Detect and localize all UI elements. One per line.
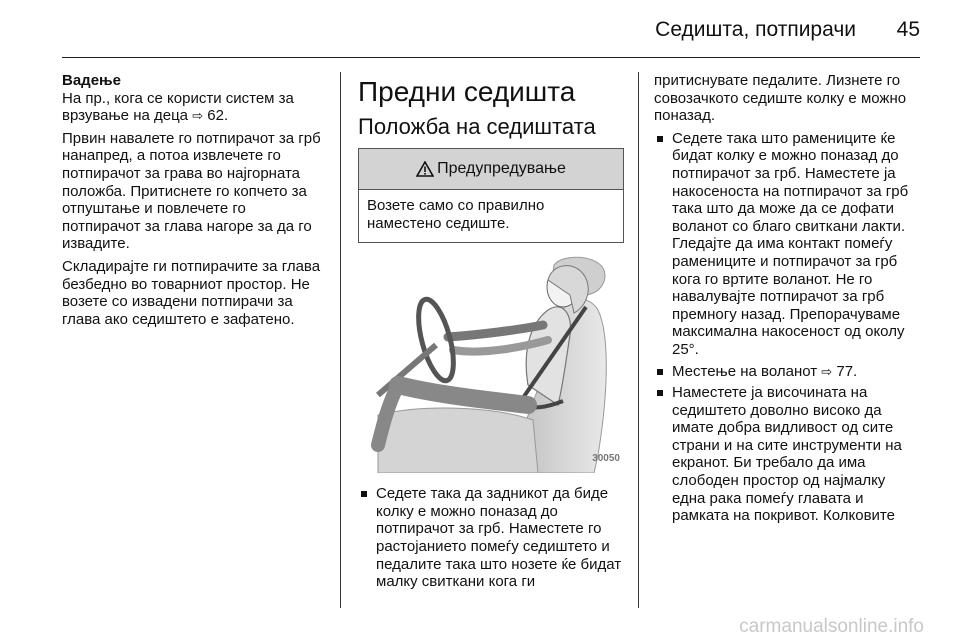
warning-title: Предупредување (437, 160, 566, 178)
removal-paragraph-1: На пр., кога се користи систем за врзување на деца ⇨ 62. (62, 89, 294, 125)
seat-bullet-3: Местење на воланот ⇨ 77. (654, 363, 920, 381)
column-divider-1 (340, 72, 341, 608)
section-heading: Предни седишта (358, 76, 576, 107)
warning-box (358, 148, 624, 243)
seat-bullet-2: Седете така што рамениците ќе бидат колку е можно поназад до потпирачот за грб. Наместете ја накосеноста на потпирачот за грб така што да може да се дофати воланот со благо свиткани лакти. Гледајте да има контакт помеѓу рамениците и потпирачот за грб кога го вртите воланот. Не го навалувајте потпирачот за грб премногу назад. Препорачуваме максимална накосеност од околу 25°. (654, 130, 920, 359)
page-reference-link[interactable]: 62. (207, 107, 229, 125)
header-divider (62, 57, 920, 58)
page-number: 45 (896, 18, 920, 41)
reference-arrow-icon: ⇨ (821, 363, 833, 379)
seat-bullet-4: Наместете ја височината на седиштето доволно високо да имате добра видливост од сите страни и на сите инструменти на екранот. Би требало да има слободен простор од најмалку една рака помеѓу главата и рамката на покривот. Колковите (654, 384, 920, 525)
warning-triangle-icon (416, 161, 434, 177)
bullet-square-icon (657, 390, 663, 396)
watermark: carmanualsonline.info (739, 616, 924, 637)
section-subheading: Положба на седиштата (358, 114, 596, 139)
seat-driver-figure (358, 255, 624, 473)
column-2 (358, 72, 624, 595)
warning-text: Возете само со правилно наместено седиште. (367, 197, 545, 232)
continued-paragraph: притиснувате педалите. Лизнете го совозачкото седиште колку е можно поназад. (654, 72, 907, 125)
bullet-square-icon (657, 136, 663, 142)
column-divider-2 (638, 72, 639, 608)
bullet-square-icon (361, 491, 367, 497)
seat-position-illustration (358, 255, 624, 473)
column-3 (654, 72, 920, 529)
seat-bullet-1: Седете така да задникот да биде колку е можно поназад до потпирачот за грб. Наместете го растојанието помеѓу седиштето и педалите така што нозете ќе бидат малку свиткани кога ги (358, 485, 624, 591)
bullet-square-icon (657, 369, 663, 375)
removal-paragraph-3: Складирајте ги потпирачите за глава безбедно во товарниот простор. Не возете со извадени потпирачи за глава ако седиштето е зафатено. (62, 257, 321, 328)
page-reference-link[interactable]: 77. (836, 362, 858, 380)
page-header-title: Седишта, потпирачи (655, 18, 856, 41)
removal-subheading: Вадење (62, 72, 121, 89)
removal-paragraph-2: Првин навалете го потпирачот за грб нанапред, а потоа извлечете го потпирачот за грава во најгорната положба. Притиснете го копчето за отпуштање и повлечете го потпирачот за глава нагоре за да го извадите. (62, 129, 321, 253)
column-1 (62, 72, 326, 333)
reference-arrow-icon: ⇨ (192, 108, 204, 124)
warning-header (359, 149, 623, 190)
figure-number: 30050 (592, 452, 620, 464)
